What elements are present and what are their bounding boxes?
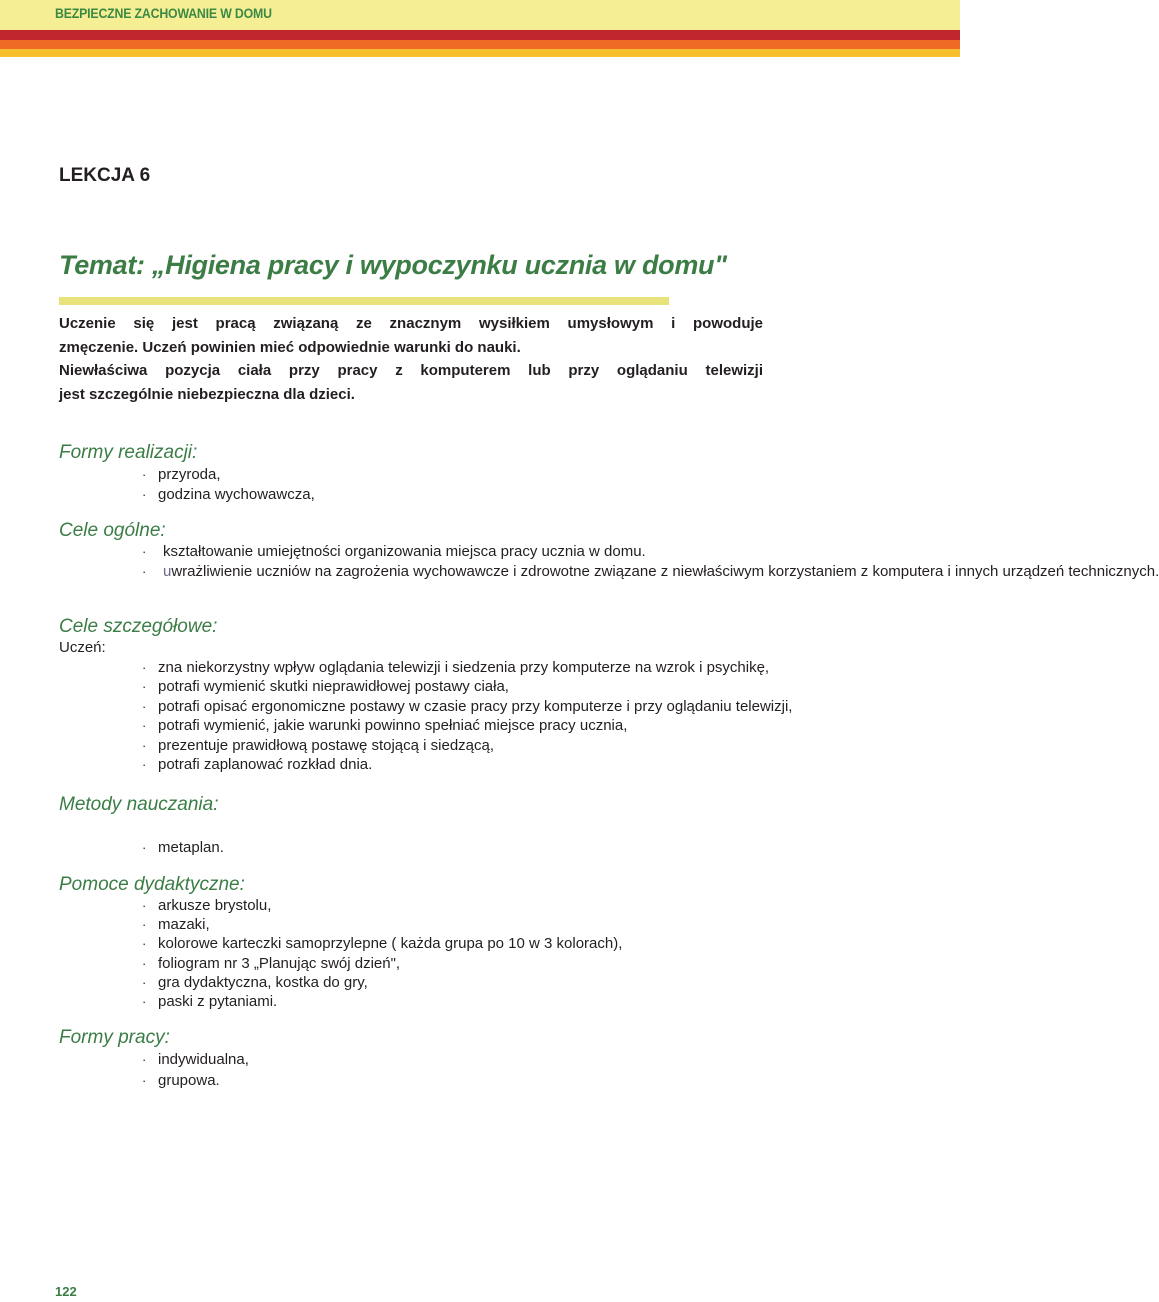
cele-szczegolowe-list (142, 658, 793, 774)
list-item-text: potrafi opisać ergonomiczne postawy w czasie pracy przy komputerze i przy oglądaniu telewizji, (158, 697, 793, 715)
subject-label: Uczeń: (59, 639, 106, 656)
bullet-dot: · (142, 737, 147, 753)
section-heading-formy-realizacji: Formy realizacji: (59, 442, 198, 463)
running-header: BEZPIECZNE ZACHOWANIE W DOMU (55, 5, 272, 21)
lesson-topic: Temat: „Higiena pracy i wypoczynku ucznia w domu" (59, 250, 727, 280)
list-item-text: gra dydaktyczna, kostka do gry, (158, 973, 368, 991)
list-item (142, 697, 793, 716)
bullet-dot: · (142, 467, 147, 482)
list-item-text: kształtowanie umiejętności organizowania miejsca pracy ucznia w domu. (163, 543, 646, 560)
list-item (142, 677, 792, 696)
list-item (142, 465, 315, 485)
bullet-dot: · (142, 936, 147, 952)
list-item (142, 954, 622, 973)
intro-line: jest szczególnie niebezpieczna dla dzieci. (59, 385, 355, 403)
bullet-dot: · (142, 544, 147, 559)
list-item-text: wrażliwienie uczniów na zagrożenia wychowawcze i zdrowotne związane z niewłaściwym korzystaniem z komputera i innych urządzeń technicznych. (171, 562, 1159, 580)
list-item-text: metaplan. (158, 839, 224, 856)
list-item (142, 992, 622, 1011)
bullet-dot: · (142, 679, 147, 695)
list-item-text: grupowa. (158, 1072, 220, 1089)
list-item-text: potrafi wymienić, jakie warunki powinno spełniać miejsce pracy ucznia, (158, 717, 628, 735)
lesson-number: LEKCJA 6 (59, 165, 151, 186)
list-item-text: potrafi zaplanować rozkład dnia. (158, 756, 373, 774)
bullet-dot: · (142, 698, 147, 714)
bullet-dot: · (142, 898, 147, 913)
section-heading-pomoce-dydaktyczne: Pomoce dydaktyczne: (59, 874, 245, 895)
list-item-text-initial: u (163, 562, 172, 580)
list-item (142, 716, 792, 735)
header-stripe-yellow (0, 49, 960, 57)
bullet-dot: · (142, 757, 147, 773)
list-item-text: prezentuje prawidłową postawę stojącą i siedzącą, (158, 736, 495, 754)
list-item (142, 542, 860, 562)
list-item (142, 915, 622, 934)
section-heading-cele-szczegolowe: Cele szczegółowe: (59, 616, 218, 637)
list-item-text: godzina wychowawcza, (158, 485, 315, 503)
list-item (142, 896, 622, 915)
section-heading-metody-nauczania: Metody nauczania: (59, 794, 219, 815)
formy-realizacji-list (142, 465, 315, 504)
bullet-dot: · (142, 718, 147, 734)
intro-line: zmęczenie. Uczeń powinien mieć odpowiednie warunki do nauki. (59, 338, 521, 356)
bullet-dot: · (142, 955, 147, 971)
intro-paragraph (59, 312, 763, 406)
bullet-dot: · (142, 563, 147, 579)
header-stripe-orange (0, 40, 960, 49)
section-heading-formy-pracy: Formy pracy: (59, 1027, 170, 1048)
bullet-dot: · (142, 1073, 147, 1088)
bullet-dot: · (142, 486, 147, 502)
header-stripe-red (0, 30, 960, 40)
bullet-dot: · (142, 1052, 147, 1067)
list-item (142, 1049, 249, 1070)
bullet-dot: · (142, 994, 147, 1010)
list-item (142, 838, 224, 858)
metody-list (142, 838, 224, 858)
bullet-dot: · (142, 660, 147, 675)
list-item-text: przyroda, (158, 466, 221, 483)
list-item-text: foliogram nr 3 „Planując swój dzień", (158, 954, 401, 972)
list-item (142, 1070, 249, 1091)
list-item-text: potrafi wymienić skutki nieprawidłowej postawy ciała, (158, 678, 509, 696)
pomoce-list (142, 896, 623, 1011)
list-item-text: arkusze brystolu, (158, 897, 272, 914)
list-item-text: indywidualna, (158, 1051, 249, 1068)
list-item (142, 736, 792, 755)
list-item (142, 562, 1159, 582)
list-item-text: kolorowe karteczki samoprzylepne ( każda grupa po 10 w 3 kolorach), (158, 935, 623, 953)
bullet-dot: · (142, 840, 147, 855)
formy-pracy-list (142, 1049, 249, 1091)
bullet-dot: · (142, 917, 147, 933)
list-item-text: paski z pytaniami. (158, 993, 278, 1011)
list-item (142, 755, 792, 774)
intro-line: Uczenie się jest pracą związaną ze znacznym wysiłkiem umysłowym i powoduje (59, 315, 763, 332)
section-heading-cele-ogolne: Cele ogólne: (59, 520, 166, 541)
intro-line: Niewłaściwa pozycja ciała przy pracy z komputerem lub przy oglądaniu telewizji (59, 362, 763, 379)
list-item (142, 934, 623, 953)
list-item-text: zna niekorzystny wpływ oglądania telewizji i siedzenia przy komputerze na wzrok i psychikę, (158, 659, 770, 676)
list-item (142, 658, 792, 677)
topic-underline-bar (59, 297, 669, 305)
bullet-dot: · (142, 974, 147, 990)
list-item-text: mazaki, (158, 916, 210, 934)
page-number: 122 (55, 1284, 77, 1299)
list-item (142, 485, 315, 505)
cele-ogolne-list (142, 542, 1159, 581)
list-item (142, 973, 622, 992)
